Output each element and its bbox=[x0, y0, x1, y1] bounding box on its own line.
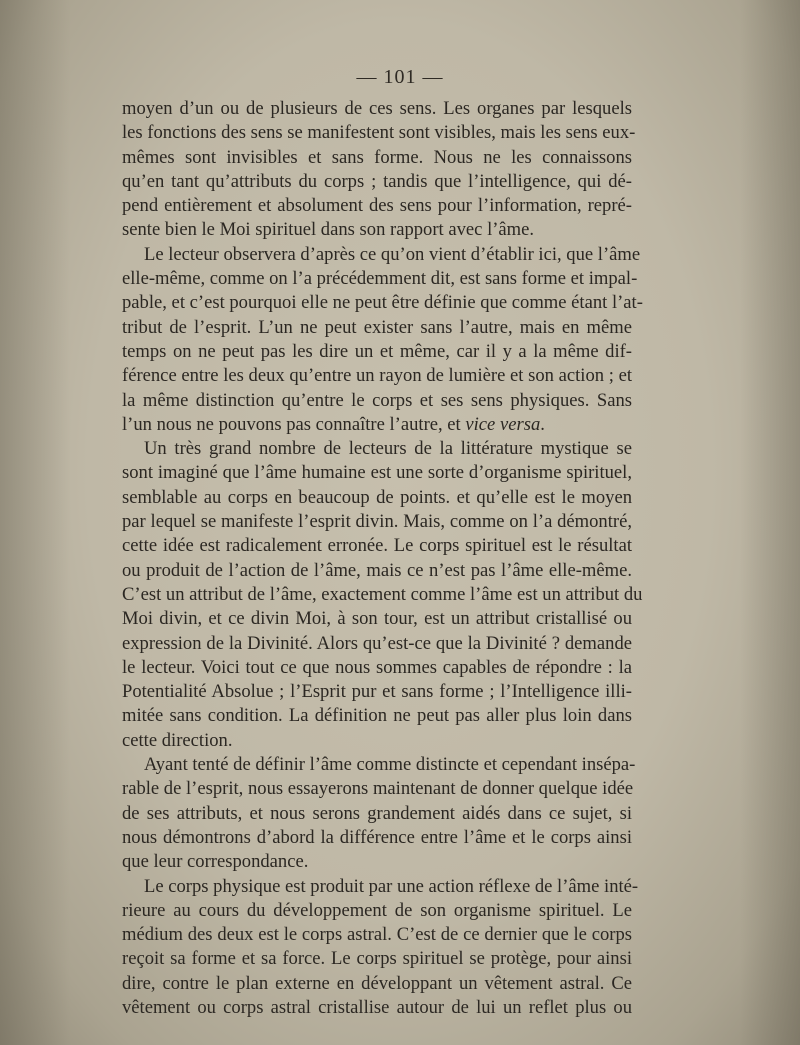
text-line: médium des deux est le corps astral. C’est de ce dernier que le corps bbox=[122, 924, 632, 946]
text-line: temps on ne peut pas les dire un et même, car il y a la même dif- bbox=[122, 340, 632, 362]
text-line: semblable au corps en beaucoup de points. et qu’elle est le moyen bbox=[122, 486, 632, 508]
text-line: qu’en tant qu’attributs du corps ; tandis que l’intelligence, qui dé- bbox=[122, 170, 632, 192]
page-number: — 101 — bbox=[356, 66, 444, 88]
text-line: Ayant tenté de définir l’âme comme distincte et cependant insépa- bbox=[144, 754, 636, 776]
text-line: nous démontrons d’abord la différence entre l’âme et le corps ainsi bbox=[122, 826, 632, 848]
text-line: rieure au cours du développement de son organisme spirituel. Le bbox=[122, 899, 632, 921]
text-line: mitée sans condition. La définition ne peut pas aller plus loin dans bbox=[122, 705, 632, 727]
text-line: Un très grand nombre de lecteurs de la littérature mystique se bbox=[144, 438, 632, 460]
text-line: mêmes sont invisibles et sans forme. Nous ne les connaissons bbox=[122, 146, 632, 168]
text-line: dire, contre le plan externe en développant un vêtement astral. Ce bbox=[122, 972, 632, 994]
text-line: le lecteur. Voici tout ce que nous sommes capables de répondre : la bbox=[122, 656, 632, 678]
text-line: que leur correspondance. bbox=[122, 851, 309, 873]
text-line: sont imaginé que l’âme humaine est une sorte d’organisme spirituel, bbox=[122, 462, 632, 484]
text-line: expression de la Divinité. Alors qu’est-ce que la Divinité ? demande bbox=[122, 632, 632, 654]
page-shadow-left bbox=[0, 0, 70, 1045]
page-shadow-right bbox=[740, 0, 800, 1045]
text-line: pable, et c’est pourquoi elle ne peut être définie que comme étant l’at- bbox=[122, 292, 643, 314]
text-line: elle-même, comme on l’a précédemment dit, est sans forme et impal- bbox=[122, 268, 638, 290]
text-line: reçoit sa forme et sa force. Le corps spirituel se protège, pour ainsi bbox=[122, 948, 632, 970]
text-line: cette direction. bbox=[122, 729, 233, 751]
text-line: les fonctions des sens se manifestent sont visibles, mais les sens eux- bbox=[122, 122, 636, 144]
text-line: moyen d’un ou de plusieurs de ces sens. Les organes par lesquels bbox=[122, 98, 632, 119]
text-line-italic-tail: l’un nous ne pouvons pas connaître l’autre, et vice versa. bbox=[122, 413, 545, 435]
text-line: Potentialité Absolue ; l’Esprit pur et sans forme ; l’Intelligence illi- bbox=[122, 681, 632, 703]
text-line: férence entre les deux qu’entre un rayon de lumière et son action ; et bbox=[122, 365, 632, 387]
text-line: Le corps physique est produit par une action réflexe de l’âme inté- bbox=[144, 875, 639, 897]
paragraph-5 bbox=[122, 875, 639, 1021]
italic-phrase: vice versa bbox=[465, 413, 541, 435]
text-line: Moi divin, et ce divin Moi, à son tour, est un attribut cristallisé ou bbox=[122, 608, 632, 630]
paragraph-1 bbox=[122, 97, 636, 243]
paragraph-2 bbox=[122, 243, 643, 437]
text-line: ou produit de l’action de l’âme, mais ce n’est pas l’âme elle-même. bbox=[122, 559, 632, 581]
body-text bbox=[122, 97, 643, 1020]
text-line: sente bien le Moi spirituel dans son rapport avec l’âme. bbox=[122, 219, 535, 241]
text-line: tribut de l’esprit. L’un ne peut exister sans l’autre, mais en même bbox=[122, 316, 632, 338]
paragraph-3 bbox=[122, 437, 643, 753]
text-line: la même distinction qu’entre le corps et ses sens physiques. Sans bbox=[122, 389, 632, 411]
text-line: Le lecteur observera d’après ce qu’on vient d’établir ici, que l’âme bbox=[144, 243, 641, 265]
text-line: par lequel se manifeste l’esprit divin. Mais, comme on l’a démontré, bbox=[122, 511, 632, 533]
text-line: rable de l’esprit, nous essayerons maintenant de donner quelque idée bbox=[122, 778, 634, 800]
text-line: vêtement ou corps astral cristallise autour de lui un reflet plus ou bbox=[122, 996, 632, 1018]
text-line: pend entièrement et absolument des sens pour l’information, repré- bbox=[122, 195, 632, 217]
text-line: C’est un attribut de l’âme, exactement comme l’âme est un attribut du bbox=[122, 583, 643, 605]
paragraph-4 bbox=[122, 753, 636, 874]
text-line: de ses attributs, et nous serons grandement aidés dans ce sujet, si bbox=[122, 802, 632, 824]
text-line: cette idée est radicalement erronée. Le corps spirituel est le résultat bbox=[122, 535, 632, 557]
